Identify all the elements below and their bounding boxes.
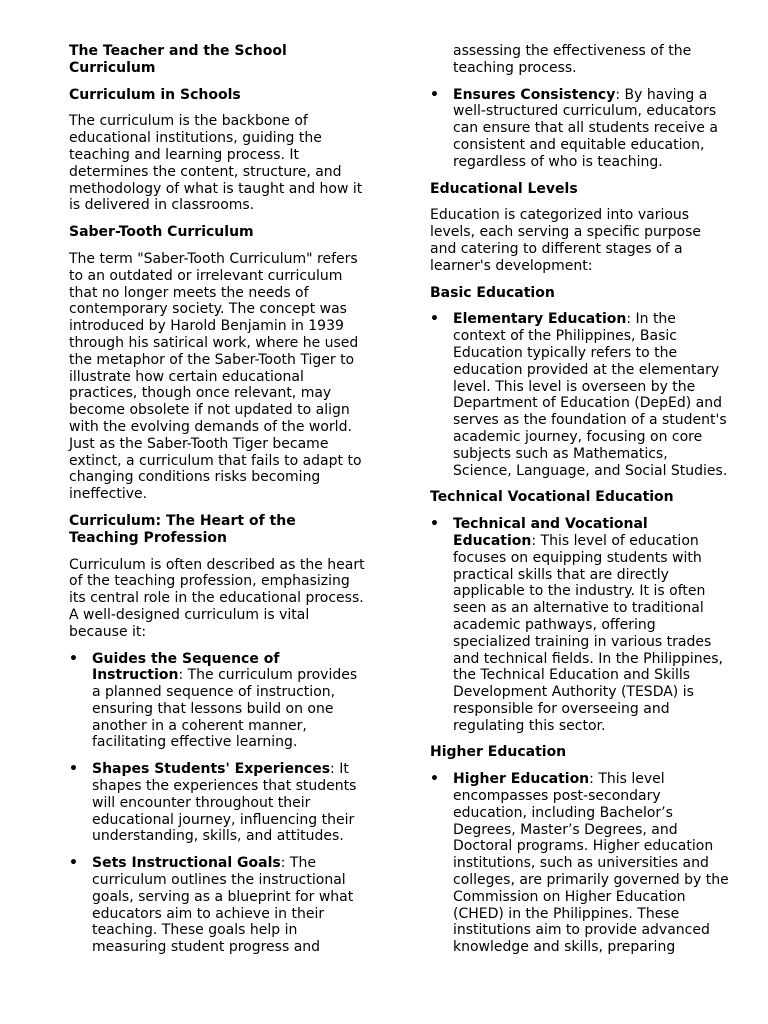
list-item-term: Technical and Vocational Education bbox=[453, 516, 648, 549]
consistency-list bbox=[430, 87, 730, 171]
paragraph-heart-of-teaching: Curriculum is often described as the heart of the teaching profession, emphasizing its central role in the educational process. A well-designed curriculum is vital because it: bbox=[69, 556, 365, 640]
right-column bbox=[430, 43, 730, 966]
list-item-text: : It shapes the experiences that students will encounter throughout their educational journey, influencing their understanding, skills, and attitudes. bbox=[92, 761, 357, 845]
list-item-term: Guides the Sequence of Instruction bbox=[92, 650, 280, 684]
list-item-text: : The curriculum provides a planned sequence of instruction, ensuring that lessons build on one another in a coherent manner, facilitating effective learning. bbox=[92, 667, 358, 751]
list-item-term: Ensures Consistency bbox=[453, 86, 616, 103]
list-item bbox=[430, 311, 730, 479]
heading-curriculum-in-schools: Curriculum in Schools bbox=[69, 86, 241, 103]
list-item-continuation: assessing the effectiveness of the teaching process. bbox=[453, 43, 692, 76]
list-item-text: : In the context of the Philippines, Basic Education typically refers to the education provided at the elementary level. This level is overseen by the Department of Education (DepEd) and serves as the foundation of a student's academic journey, focusing on core subjects such as Mathematics, Science, Language, and Social Studies. bbox=[453, 311, 728, 479]
list-item bbox=[69, 651, 366, 752]
heading-heart-of-teaching: Curriculum: The Heart of the Teaching Profession bbox=[69, 512, 296, 546]
paragraph-saber-tooth: The term "Saber-Tooth Curriculum" refers to an outdated or irrelevant curriculum that no longer meets the needs of contemporary society. The concept was introduced by Harold Benjamin in 1939 through his satirical work, where he used the metaphor of the Saber-Tooth Tiger to illustrate how certain educational practices, though once relevant, may become obsolete if not updated to align with the evolving demands of the world. Just as the Saber-Tooth Tiger became extinct, a curriculum that fails to adapt to changing conditions risks becoming ineffective. bbox=[69, 250, 362, 503]
document-title: The Teacher and the School Curriculum bbox=[69, 43, 287, 76]
higher-education-list bbox=[430, 771, 730, 956]
list-item-term: Elementary Education bbox=[453, 311, 627, 328]
bullet-icon: • bbox=[69, 650, 78, 667]
heading-technical-vocational: Technical Vocational Education bbox=[430, 489, 674, 506]
heading-higher-education: Higher Education bbox=[430, 744, 567, 761]
list-item-term: Shapes Students' Experiences bbox=[92, 761, 331, 778]
list-item bbox=[430, 771, 730, 956]
bullet-icon: • bbox=[430, 771, 439, 788]
list-item bbox=[69, 761, 366, 845]
heading-saber-tooth: Saber-Tooth Curriculum bbox=[69, 224, 254, 241]
list-item-text: : By having a well-structured curriculum, educators can ensure that all students receive a consistent and equitable education, regardless of who is teaching. bbox=[453, 86, 718, 170]
bullet-icon: • bbox=[69, 761, 78, 778]
basic-education-list bbox=[430, 311, 730, 479]
list-item-text: : This level of education focuses on equipping students with practical skills that are directly applicable to the industry. It is often seen as an alternative to traditional academic pathways, offering specialized training in various trades and technical fields. In the Philippines, the Technical Education and Skills Development Authority (TESDA) is responsible for overseeing and regulating this sector. bbox=[453, 532, 723, 734]
list-item-term: Sets Instructional Goals bbox=[92, 855, 281, 872]
bullet-icon: • bbox=[430, 311, 439, 328]
curriculum-importance-list bbox=[69, 651, 366, 957]
bullet-icon: • bbox=[430, 516, 439, 533]
bullet-icon: • bbox=[430, 86, 439, 103]
list-item bbox=[69, 855, 366, 956]
left-column bbox=[69, 43, 366, 966]
list-item-text: : This level encompasses post-secondary education, including Bachelor’s Degrees, Master’s Degrees, and Doctoral programs. Higher education institutions, such as universities and colleges, are primarily governed by the Commission on Higher Education (CHED) in the Philippines. These institutions aim to provide advanced knowledge and skills, preparing bbox=[453, 771, 729, 956]
list-item bbox=[430, 516, 730, 734]
heading-educational-levels: Educational Levels bbox=[430, 180, 578, 197]
list-item-text: : The curriculum outlines the instructional goals, serving as a blueprint for what educators aim to achieve in their teaching. These goals help in measuring student progress and bbox=[92, 855, 354, 956]
bullet-icon: • bbox=[69, 855, 78, 872]
technical-vocational-list bbox=[430, 516, 730, 734]
paragraph-educational-levels: Education is categorized into various levels, each serving a specific purpose and catering to different stages of a learner's development: bbox=[430, 207, 701, 274]
list-item bbox=[430, 87, 730, 171]
paragraph-curriculum-in-schools: The curriculum is the backbone of educational institutions, guiding the teaching and learning process. It determines the content, structure, and methodology of what is taught and how it is delivered in classrooms. bbox=[69, 113, 363, 214]
list-item-term: Higher Education bbox=[453, 771, 590, 788]
heading-basic-education: Basic Education bbox=[430, 284, 555, 301]
